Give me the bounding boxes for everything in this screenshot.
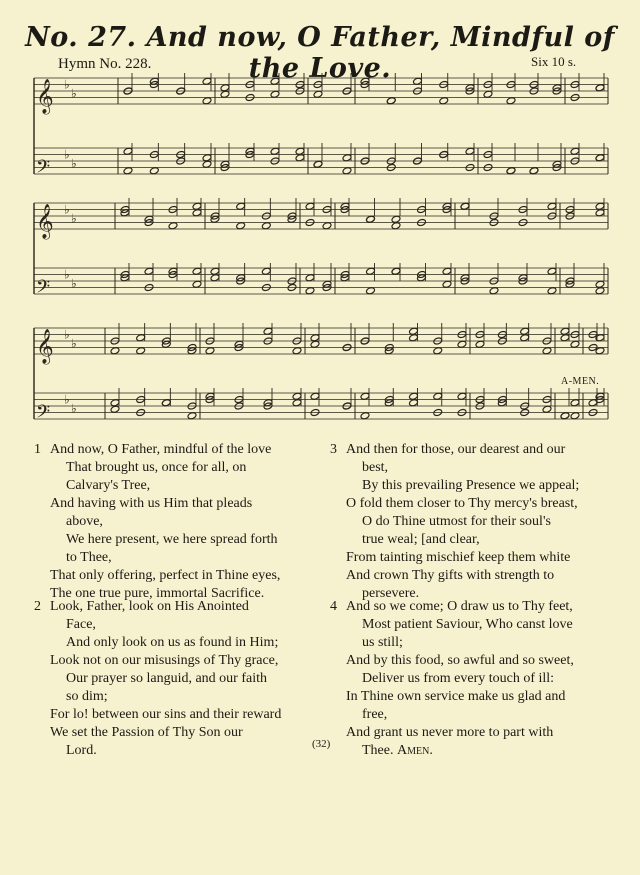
note-head [542,405,552,413]
note-head [313,160,323,168]
note-head [270,90,280,98]
note-head [149,167,159,175]
flat-icon: ♭ [64,267,70,282]
verse-number: 3 [330,442,337,457]
verse-line: Deliver us from every touch of ill: [362,671,555,686]
note-head [570,399,580,407]
note-head [305,287,315,295]
note-head [547,287,557,295]
treble-clef-icon: 𝄞 [36,329,54,364]
note-head [192,209,202,217]
note-head [560,412,570,420]
flat-icon: ♭ [64,147,70,162]
treble-clef-icon: 𝄞 [36,79,54,114]
verse-number: 4 [330,599,337,614]
note-head [433,392,443,400]
note-head [110,399,120,407]
verse-line: That brought us, once for all, on [66,460,247,475]
note-head [263,327,273,335]
verse-line: Thee. [362,743,397,758]
note-head [144,267,154,275]
note-head [110,347,120,355]
note-head [542,347,552,355]
note-head [595,287,605,295]
note-head [520,334,530,342]
note-head [570,340,580,348]
amen-word: Amen. [396,743,433,758]
verse-line: best, [362,460,389,475]
verse-line: And so we come; O draw us to Thy feet, [346,599,573,614]
verse-line: Look not on our misusings of Thy grace, [50,653,279,668]
flat-icon: ♭ [71,336,77,351]
verse-line: Our prayer so languid, and our faith [66,671,267,686]
verse-2 [34,598,324,760]
flat-icon: ♭ [71,156,77,171]
note-head [310,340,320,348]
note-head [409,392,419,400]
verse-line: Lord. [66,743,97,758]
verse-line: so dim; [66,689,108,704]
note-head [413,77,423,85]
hymn-reference: Hymn No. 228. [58,56,152,72]
flat-icon: ♭ [64,392,70,407]
note-head [305,274,315,282]
note-head [366,215,376,223]
verse-line: And by this food, so awful and so sweet, [346,653,574,668]
note-head [457,340,467,348]
note-head [202,77,212,85]
note-head [136,347,146,355]
note-head [292,347,302,355]
verse-line: persevere. [362,586,420,601]
note-head [305,202,315,210]
note-head [570,412,580,420]
note-head [386,97,396,105]
verse-line: above, [66,514,103,529]
verse-number: 2 [34,599,41,614]
note-head [236,202,246,210]
note-head [205,347,215,355]
verse-line: O fold them closer to Thy mercy's breast, [346,496,578,511]
page-number: (32) [312,738,331,750]
note-head [433,347,443,355]
verse-line: free, [362,707,388,722]
bass-clef-icon: 𝄢 [36,402,51,427]
note-head [261,222,271,230]
note-head [595,154,605,162]
note-head [295,147,305,155]
verse-line: From tainting mischief keep them white [346,550,571,565]
verse-line: Most patient Saviour, Who canst love [362,617,573,632]
bass-clef-icon: 𝄢 [36,277,51,302]
verse-line: And only look on us as found in Him; [66,635,279,650]
verse-line: And then for those, our dearest and our [346,442,566,457]
flat-icon: ♭ [71,211,77,226]
note-head [595,209,605,217]
verse-line: And now, O Father, mindful of the love [50,442,272,457]
verse-1 [34,441,324,603]
note-head [409,399,419,407]
flat-icon: ♭ [71,401,77,416]
hymn-title: No. 27. And now, O Father, Mindful of the Love. [25,22,615,84]
note-head [439,97,449,105]
note-head [310,392,320,400]
verse-line: us still; [362,635,403,650]
verse-number: 1 [34,442,41,457]
flat-icon: ♭ [64,327,70,342]
verse-line: Face, [66,617,96,632]
note-head [360,412,370,420]
note-head [136,334,146,342]
note-head [210,274,220,282]
note-head [442,280,452,288]
note-head [192,267,202,275]
verse-line: We set the Passion of Thy Son our [50,725,243,740]
verse-line: true weal; [and clear, [362,532,480,547]
note-head [187,412,197,420]
note-head [475,340,485,348]
note-head [310,334,320,342]
note-head [409,327,419,335]
verse-line: Look, Father, look on His Anointed [50,599,249,614]
note-head [236,222,246,230]
note-head [560,327,570,335]
note-head [210,267,220,275]
flat-icon: ♭ [64,202,70,217]
note-head [360,392,370,400]
note-head [202,160,212,168]
note-head [457,392,467,400]
note-head [192,280,202,288]
verse-line: to Thee, [66,550,112,565]
note-head [442,267,452,275]
note-head [292,392,302,400]
note-head [366,287,376,295]
note-head [366,267,376,275]
note-head [460,202,470,210]
note-head [202,97,212,105]
note-head [570,147,580,155]
verse-line: And crown Thy gifts with strength to [346,568,555,583]
note-head [192,202,202,210]
note-head [595,84,605,92]
note-head [520,327,530,335]
verse-line: The one true pure, immortal Sacrifice. [50,586,265,601]
verse-line: In Thine own service make us glad and [346,689,566,704]
note-head [161,399,171,407]
verse-line: And grant us never more to part with [346,725,554,740]
verse-line: Calvary's Tree, [66,478,151,493]
verse-line: By this prevailing Presence we appeal; [362,478,580,493]
note-head [529,167,539,175]
note-head [220,90,230,98]
note-head [168,222,178,230]
note-head [313,90,323,98]
note-head [547,202,557,210]
note-head [292,399,302,407]
note-head [409,334,419,342]
note-head [270,147,280,155]
verse-3 [330,441,620,603]
flat-icon: ♭ [71,276,77,291]
verse-line: We here present, we here spread forth [66,532,278,547]
bass-clef-icon: 𝄢 [36,157,51,182]
note-head [123,147,133,155]
treble-clef-icon: 𝄞 [36,204,54,239]
note-head [110,405,120,413]
verse-4 [330,598,620,760]
verse-line: That only offering, perfect in Thine eyes, [50,568,281,583]
note-head [595,280,605,288]
note-head [261,267,271,275]
flat-icon: ♭ [64,77,70,92]
meter-label: Six 10 s. [531,54,577,69]
note-head [342,154,352,162]
note-head [506,97,516,105]
amen-label: A-MEN. [561,376,600,387]
verse-line: For lo! between our sins and their reward [50,707,282,722]
note-head [465,147,475,155]
note-head [483,90,493,98]
note-head [220,84,230,92]
note-head [595,202,605,210]
verse-line: O do Thine utmost for their soul's [362,514,551,529]
note-head [391,267,401,275]
note-head [202,154,212,162]
note-head [547,267,557,275]
note-head [489,287,499,295]
note-head [560,334,570,342]
flat-icon: ♭ [71,86,77,101]
note-head [295,154,305,162]
note-head [322,222,332,230]
note-head [506,167,516,175]
note-head [123,167,133,175]
note-head [391,222,401,230]
note-head [270,77,280,85]
verse-line: And having with us Him that pleads [50,496,253,511]
note-head [342,167,352,175]
note-head [391,215,401,223]
